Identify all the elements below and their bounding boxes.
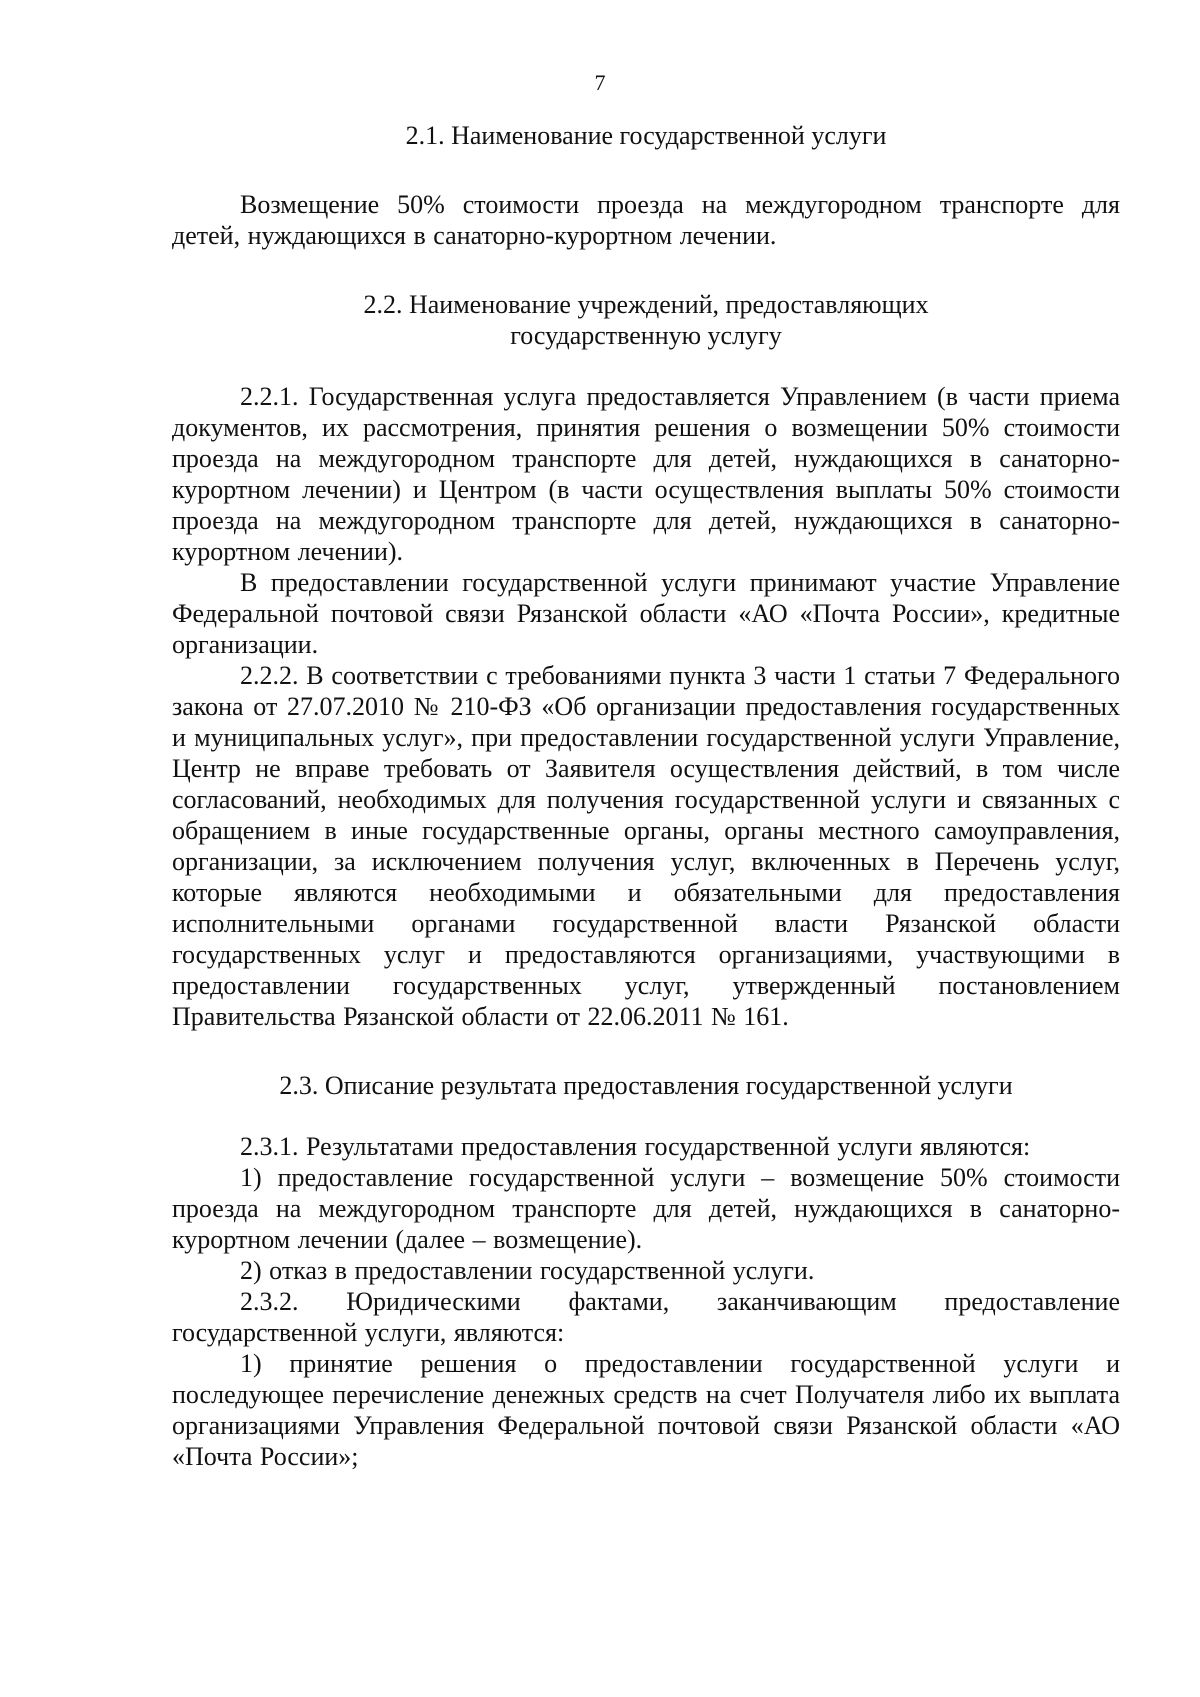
legal-fact-item-1: 1) принятие решения о предоставлении государственной услуги и последующее перечисление денежных средств на счет Получателя либо их выплата организациями Управления Федеральной почтовой связи Рязанской области «АО «Почта России»; bbox=[172, 1349, 1120, 1471]
document-body bbox=[172, 120, 1120, 1472]
paragraph-2-3-2: 2.3.2. Юридическими фактами, заканчивающим предоставление государственной услуги, являются: bbox=[172, 1287, 1120, 1347]
paragraph-2-2-2: 2.2.2. В соответствии с требованиями пункта 3 части 1 статьи 7 Федерального закона от 27.07.2010 № 210-ФЗ «Об организации предоставления государственных и муниципальных услуг», при предоставлении государственной услуги Управление, Центр не вправе требовать от Заявителя осуществления действий, в том числе согласований, необходимых для получения государственной услуги и связанных с обращением в иные государственные органы, органы местного самоуправления, организации, за исключением получения услуг, включенных в Перечень услуг, которые являются необходимыми и обязательными для предоставления исполнительными органами государственной власти Рязанской области государственных услуг и предоставляются организациями, участвующими в предоставлении государственных услуг, утвержденный постановлением Правительства Рязанской области от 22.06.2011 № 161. bbox=[172, 661, 1120, 1031]
paragraph-2-2-1-participants: В предоставлении государственной услуги принимают участие Управление Федеральной почтовой связи Рязанской области «АО «Почта России», кредитные организации. bbox=[172, 568, 1120, 659]
section-2-1-heading: 2.1. Наименование государственной услуги bbox=[405, 121, 887, 150]
paragraph-2-2-1: 2.2.1. Государственная услуга предоставляется Управлением (в части приема документов, их рассмотрения, принятия решения о возмещении 50% стоимости проезда на междугородном транспорте для детей, нуждающихся в санаторно-курортном лечении) и Центром (в части осуществления выплаты 50% стоимости проезда на междугородном транспорте для детей, нуждающихся в санаторно-курортном лечении). bbox=[172, 382, 1120, 566]
section-2-2-heading-line2: государственную услугу bbox=[510, 321, 782, 350]
section-2-2-heading-line1: 2.2. Наименование учреждений, предоставляющих bbox=[363, 290, 929, 319]
section-2-3-heading: 2.3. Описание результата предоставления государственной услуги bbox=[279, 1071, 1013, 1100]
result-item-1: 1) предоставление государственной услуги – возмещение 50% стоимости проезда на междугородном транспорте для детей, нуждающихся в санаторно-курортном лечении (далее – возмещение). bbox=[172, 1163, 1120, 1254]
page-number: 7 bbox=[594, 70, 606, 95]
result-item-2: 2) отказ в предоставлении государственной услуги. bbox=[240, 1256, 815, 1285]
paragraph-2-3-1: 2.3.1. Результатами предоставления государственной услуги являются: bbox=[240, 1132, 1031, 1161]
section-2-1-text: Возмещение 50% стоимости проезда на междугородном транспорте для детей, нуждающихся в санаторно-курортном лечении. bbox=[172, 190, 1120, 250]
